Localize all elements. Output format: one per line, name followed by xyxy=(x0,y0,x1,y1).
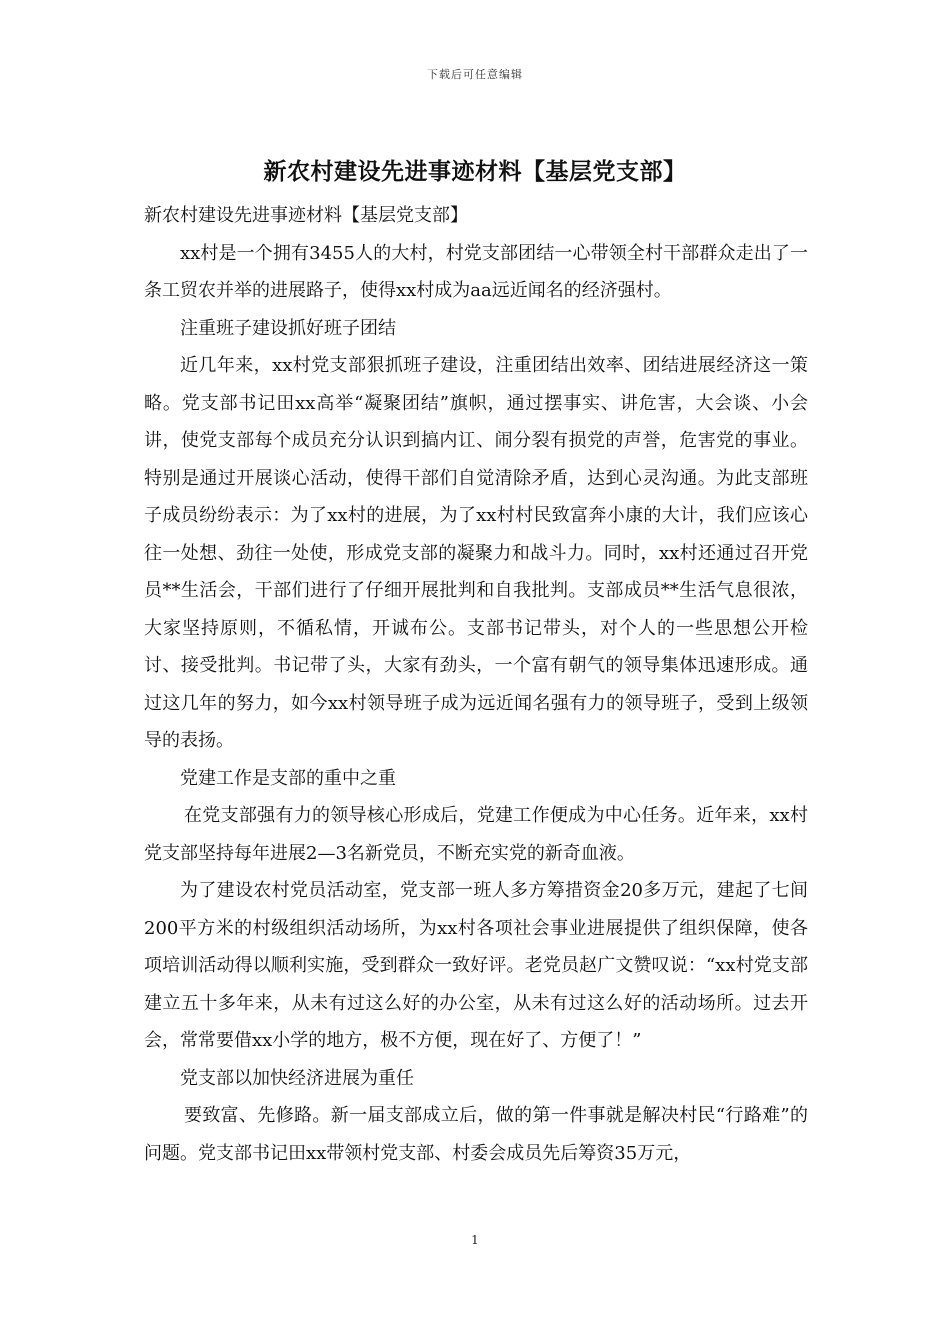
body-paragraph: 要致富、先修路。新一届支部成立后，做的第一件事就是解决村民“行路难”的问题。党支部书记田xx带领村党支部、村委会成员先后筹资35万元， xyxy=(144,1105,808,1164)
document-title: 新农村建设先进事迹材料【基层党支部】 xyxy=(263,158,687,185)
intro-paragraph: xx村是一个拥有3455人的大村，村党支部团结一心带领全村干部群众走出了一条工贸农并举的进展路子，使得xx村成为aa远近闻名的经济强村。 xyxy=(144,242,808,301)
section-heading: 党支部以加快经济进展为重任 xyxy=(180,1067,414,1089)
body-paragraph: 在党支部强有力的领导核心形成后，党建工作便成为中心任务。近年来，xx村党支部坚持每年进展2—3名新党员，不断充实党的新奇血液。 xyxy=(144,805,808,864)
subtitle-paragraph: 新农村建设先进事迹材料【基层党支部】 xyxy=(144,205,468,226)
document-body xyxy=(144,197,808,1172)
body-paragraph: 为了建设农村党员活动室，党支部一班人多方筹措资金20多万元，建起了七间200平方米的村级组织活动场所，为xx村各项社会事业进展提供了组织保障，使各项培训活动得以顺利实施，受到群众一致好评。老党员赵广文赞叹说：“xx村党支部建立五十多年来，从未有过这么好的办公室，从未有过这么好的活动场所。过去开会，常常要借xx小学的地方，极不方便，现在好了、方便了！” xyxy=(144,880,808,1051)
section-heading: 党建工作是支部的重中之重 xyxy=(180,767,396,789)
page-number: 1 xyxy=(471,1233,479,1247)
header-note: 下载后可任意编辑 xyxy=(427,68,523,81)
body-paragraph: 近几年来，xx村党支部狠抓班子建设，注重团结出效率、团结进展经济这一策略。党支部书记田xx高举“凝聚团结”旗帜，通过摆事实、讲危害，大会谈、小会讲，使党支部每个成员充分认识到搞内讧、闹分裂有损党的声誉，危害党的事业。特别是通过开展谈心活动，使得干部们自觉清除矛盾，达到心灵沟通。为此支部班子成员纷纷表示：为了xx村的进展，为了xx村村民致富奔小康的大计，我们应该心往一处想、劲往一处使，形成党支部的凝聚力和战斗力。同时，xx村还通过召开党员**生活会，干部们进行了仔细开展批判和自我批判。支部成员**生活气息很浓，大家坚持原则，不循私情，开诚布公。支部书记带头，对个人的一些思想公开检讨、接受批判。书记带了头，大家有劲头，一个富有朝气的领导集体迅速形成。通过这几年的努力，如今xx村领导班子成为远近闻名强有力的领导班子，受到上级领导的表扬。 xyxy=(144,355,808,751)
section-heading: 注重班子建设抓好班子团结 xyxy=(180,317,396,339)
